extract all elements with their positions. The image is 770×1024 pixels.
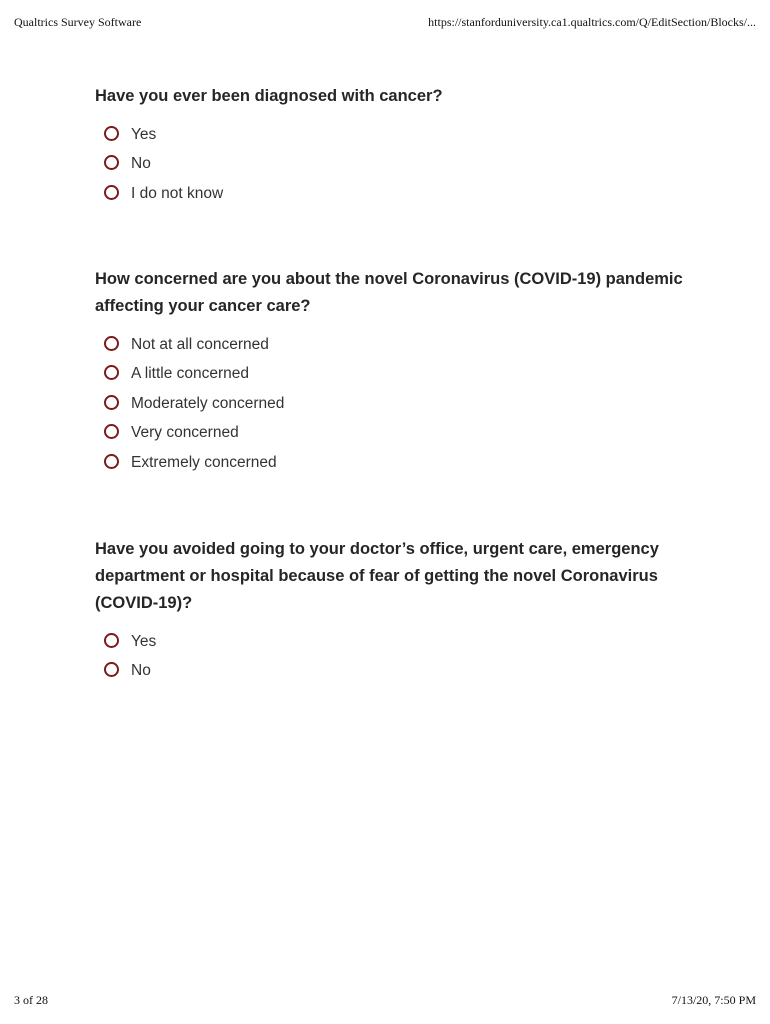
choice-label: Yes bbox=[131, 632, 157, 650]
radio-button-icon[interactable] bbox=[104, 336, 119, 351]
radio-button-icon[interactable] bbox=[104, 633, 119, 648]
choice-label: No bbox=[131, 155, 151, 173]
print-header-url: https://stanforduniversity.ca1.qualtrics.com/Q/EditSection/Blocks/... bbox=[428, 15, 756, 29]
choice-label: Very concerned bbox=[131, 424, 239, 442]
choice-a-little-concerned[interactable] bbox=[104, 360, 695, 390]
choice-label: Not at all concerned bbox=[131, 335, 269, 353]
choice-no[interactable] bbox=[104, 657, 695, 687]
print-header-title: Qualtrics Survey Software bbox=[14, 15, 142, 29]
question-avoided-care bbox=[95, 536, 695, 686]
choice-list bbox=[95, 120, 695, 209]
print-footer-timestamp: 7/13/20, 7:50 PM bbox=[671, 993, 756, 1007]
choice-very-concerned[interactable] bbox=[104, 419, 695, 449]
question-text: Have you avoided going to your doctor’s office, urgent care, emergency department or hospital because of fear of getting the novel Coronavirus (COVID-19)? bbox=[95, 540, 659, 612]
question-text: Have you ever been diagnosed with cancer? bbox=[95, 87, 443, 105]
question-text: How concerned are you about the novel Coronavirus (COVID-19) pandemic affecting your cancer care? bbox=[95, 270, 683, 315]
choice-label: Extremely concerned bbox=[131, 453, 277, 471]
choice-not-at-all-concerned[interactable] bbox=[104, 330, 695, 360]
choice-yes[interactable] bbox=[104, 120, 695, 150]
choice-label: Yes bbox=[131, 125, 157, 143]
choice-label: Moderately concerned bbox=[131, 394, 285, 412]
radio-button-icon[interactable] bbox=[104, 395, 119, 410]
choice-extremely-concerned[interactable] bbox=[104, 448, 695, 478]
choice-no[interactable] bbox=[104, 150, 695, 180]
choice-label: A little concerned bbox=[131, 365, 250, 383]
choice-do-not-know[interactable] bbox=[104, 179, 695, 209]
radio-button-icon[interactable] bbox=[104, 365, 119, 380]
radio-button-icon[interactable] bbox=[104, 454, 119, 469]
choice-label: No bbox=[131, 662, 151, 680]
radio-button-icon[interactable] bbox=[104, 155, 119, 170]
radio-button-icon[interactable] bbox=[104, 662, 119, 677]
question-covid-concern bbox=[95, 266, 695, 478]
choice-list bbox=[95, 330, 695, 478]
choice-moderately-concerned[interactable] bbox=[104, 389, 695, 419]
choice-yes[interactable] bbox=[104, 627, 695, 657]
radio-button-icon[interactable] bbox=[104, 126, 119, 141]
print-footer-page-number: 3 of 28 bbox=[14, 993, 48, 1007]
question-cancer-diagnosis bbox=[95, 83, 695, 209]
radio-button-icon[interactable] bbox=[104, 185, 119, 200]
choice-list bbox=[95, 627, 695, 686]
choice-label: I do not know bbox=[131, 184, 224, 202]
radio-button-icon[interactable] bbox=[104, 424, 119, 439]
